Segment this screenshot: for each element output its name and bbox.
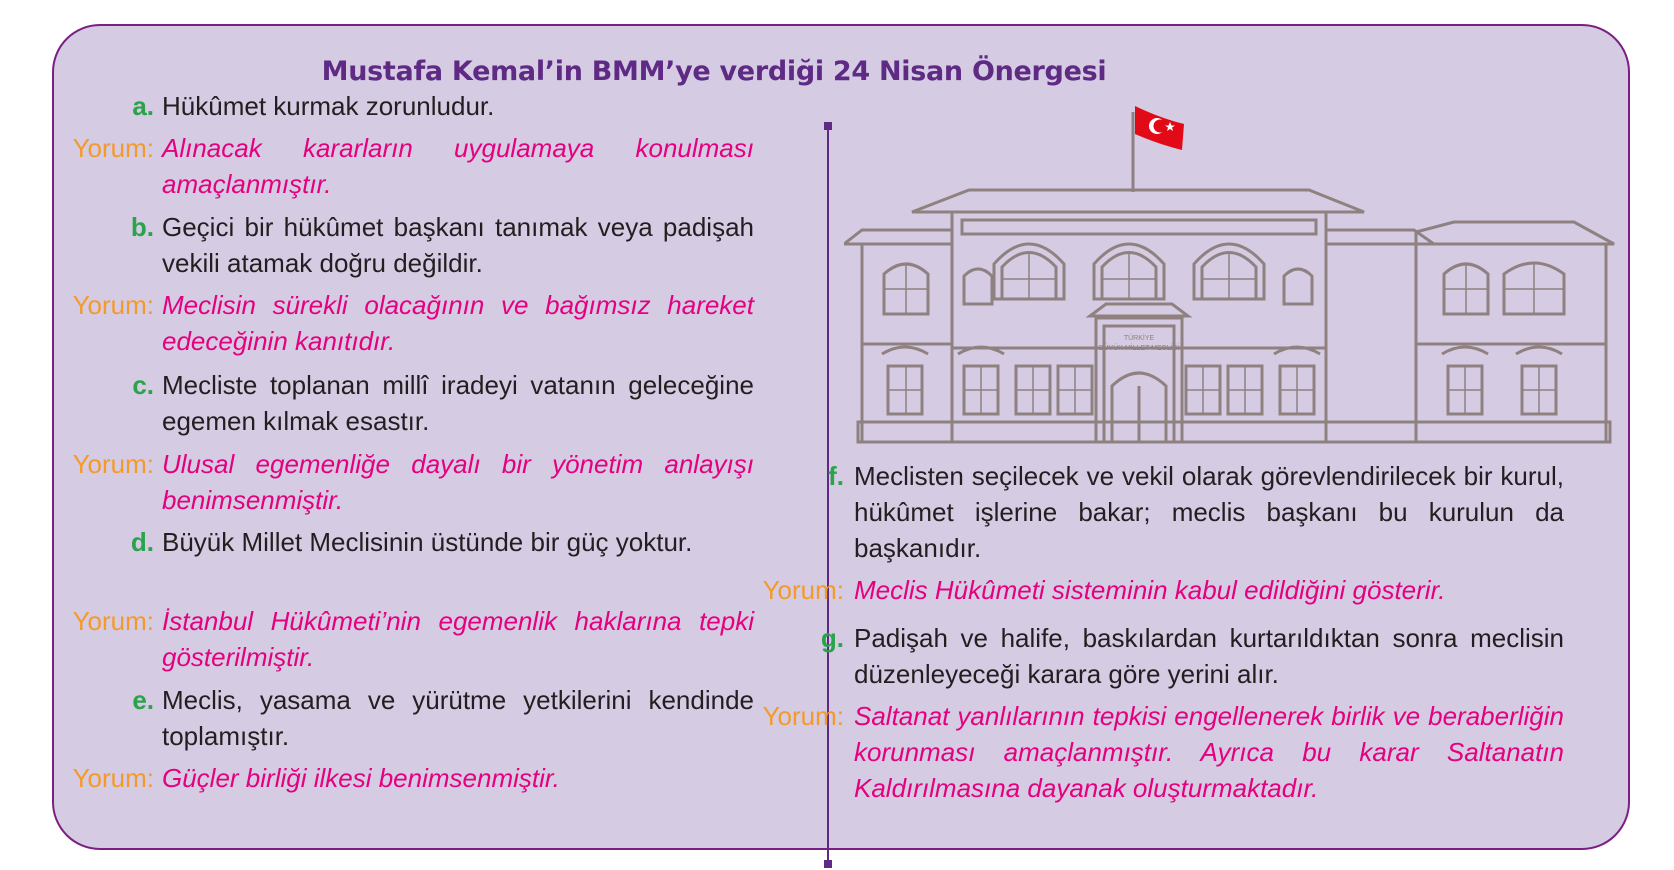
content-card [52,24,1630,850]
comment-label: Yorum: [72,133,154,163]
building-sign-line-2: BÜYÜK MİLLET MECLİSİ [1098,345,1180,352]
item-a [54,88,754,124]
item-letter: a. [132,91,154,121]
comment-d [54,603,754,675]
item-text: Meclisten seçilecek ve vekil olarak görevlendirilecek bir kurul, hükûmet işlerine bakar; meclis başkanı bu kurulun da başkanıdır. [854,461,1564,563]
item-letter: b. [130,212,154,242]
building-sign-line-1: TÜRKİYE [1123,335,1155,342]
page-title: Mustafa Kemal’in BMM’ye verdiği 24 Nisan Önergesi [321,56,1107,87]
comment-g [744,698,1564,806]
parliament-building-illustration [844,104,1674,484]
comment-label: Yorum: [72,606,154,636]
comment-text: Meclisin sürekli olacağının ve bağımsız hareket edeceğinin kanıtıdır. [162,290,754,356]
item-c [54,367,754,439]
comment-label: Yorum: [72,763,154,793]
comment-f [744,572,1564,608]
item-text: Meclis, yasama ve yürütme yetkilerini kendinde toplamıştır. [162,685,754,751]
item-text: Büyük Millet Meclisinin üstünde bir güç yoktur. [162,527,693,557]
turkish-flag-icon [1135,106,1184,150]
item-letter: d. [130,527,154,557]
item-g [744,620,1564,692]
item-letter: e. [132,685,154,715]
comment-c [54,446,754,518]
comment-label: Yorum: [72,449,154,479]
comment-text: Ulusal egemenliğe dayalı bir yönetim anlayışı benimsenmiştir. [162,449,754,515]
comment-b [54,287,754,359]
comment-label: Yorum: [762,575,844,605]
comment-text: İstanbul Hükûmeti’nin egemenlik haklarına tepki gösterilmiştir. [162,606,754,672]
item-letter: f. [828,461,844,491]
item-text: Geçici bir hükûmet başkanı tanımak veya padişah vekili atamak doğru değildir. [162,212,754,278]
comment-label: Yorum: [72,290,154,320]
comment-a [54,130,754,202]
comment-text: Güçler birliği ilkesi benimsenmiştir. [162,763,560,793]
item-text: Padişah ve halife, baskılardan kurtarıldıktan sonra meclisin düzenleyeceği karara göre yerini alır. [854,623,1564,689]
item-text: Hükûmet kurmak zorunludur. [162,91,495,121]
item-text: Mecliste toplanan millî iradeyi vatanın geleceğine egemen kılmak esastır. [162,370,754,436]
comment-text: Saltanat yanlılarının tepkisi engellenerek birlik ve beraberliğin korunması amaçlanmıştır. Ayrıca bu karar Saltanatın Kaldırılmasına dayanak oluşturmaktadır. [854,701,1564,803]
item-f [744,458,1564,566]
item-b [54,209,754,281]
comment-e [54,760,754,796]
item-e [54,682,754,754]
comment-text: Meclis Hükûmeti sisteminin kabul edildiğini gösterir. [854,575,1446,605]
item-letter: g. [820,623,844,653]
item-letter: c. [132,370,154,400]
comment-text: Alınacak kararların uygulamaya konulması amaçlanmıştır. [162,133,754,199]
comment-label: Yorum: [762,701,844,731]
item-d [54,524,754,596]
